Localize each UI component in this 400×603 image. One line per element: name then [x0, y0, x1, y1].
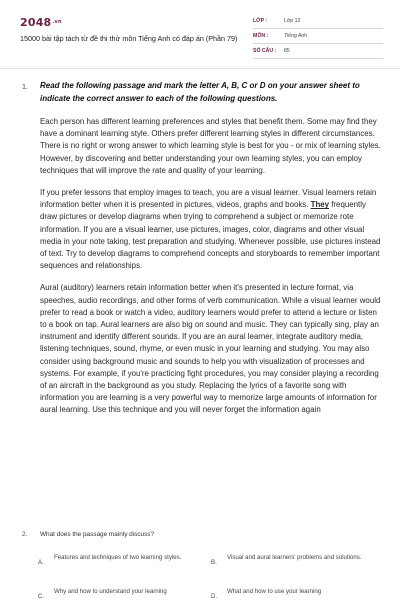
- answer-option-d[interactable]: [211, 587, 383, 600]
- question-number: 2.: [22, 531, 28, 538]
- page-header: [0, 0, 400, 62]
- meta-value: Tiếng Anh: [284, 33, 308, 39]
- answer-option-c[interactable]: [38, 587, 208, 600]
- meta-value: Lớp 12: [284, 18, 301, 24]
- passage-paragraph: Aural (auditory) learners retain information better when it's presented in lecture format, via speeches, audio recordings, and other forms of verb communication. While a visual learner would prefer to read a book or watch a video, auditory learners would prefer to attend a lecture or listen to a book on tap. Aural learners are also big on sound and music. They can typically sing, play an instrument and identify different sounds. If you are an aural learner, integrate auditory media, listening techniques, sound, rhyme, or even music in your learning and studying. You may also consider using background music and sounds to help you with visualization of processes and systems. For example, if you're practicing fight procedures, you may consider playing a recording of an aircraft in the background as you study. Replacing the lyrics of a favorite song with information you are learning is a very powerful way to memorize large amounts of information for aural learning. Use this technique and you will never forget the information again: [40, 283, 381, 415]
- logo-suffix: .vn: [52, 19, 62, 25]
- reading-passage: [40, 116, 383, 427]
- underlined-word: They: [310, 200, 330, 210]
- option-text: Why and how to understand your learning: [54, 588, 167, 595]
- meta-key: LỚP :: [253, 18, 268, 24]
- option-letter: C.: [38, 593, 45, 600]
- header-divider: [0, 68, 400, 69]
- question-instruction: Read the following passage and mark the letter A, B, C or D on your answer sheet to indicate the correct answer to each of the following questions.: [40, 81, 360, 103]
- passage-text: frequently draw pictures or develop diagrams when trying to comprehend a subject or memorize rote information. If you are a visual learner, use pictures, images, color, diagrams and other visual media in your note taking, test preparation and studying. Whenever possible, use pictures instead of text. Try to develop diagrams to comprehend concepts and storyboards to remember important sequences and relationships.: [40, 200, 381, 271]
- passage-paragraph: [40, 187, 383, 272]
- document-meta: [253, 14, 383, 59]
- option-letter: B.: [211, 559, 217, 566]
- answer-option-b[interactable]: [211, 553, 383, 577]
- meta-key: MÔN :: [253, 33, 269, 39]
- meta-row-subject: [253, 29, 383, 44]
- document-title: 15000 bài tập tách từ đề thi thử môn Tiếng Anh có đáp án (Phần 79): [20, 34, 238, 43]
- meta-key: SỐ CÂU :: [253, 48, 277, 54]
- meta-row-count: [253, 44, 383, 59]
- option-text: Features and techniques of two learning styles.: [54, 554, 182, 561]
- passage-text: If you prefer lessons that employ images to teach, you are a visual learner. Visual learners retain information better when it is presented in pictures, videos, graphs and books.: [40, 188, 377, 210]
- passage-paragraph: Each person has different learning preferences and styles that benefit them. Some may find they have a dominant learning style. Others prefer different learning styles in different circumstances. There is no right or wrong answer to which learning style is best for you - or mix of learning styles. However, by discovering and better understanding your own learning styles, you can employ techniques that will improve the rate and quality of your learning.: [40, 117, 381, 175]
- logo-text: 2048: [20, 16, 52, 29]
- option-text: Visual and aural learners' problems and solutions.: [227, 554, 362, 561]
- option-text: What and how to use your learning: [227, 588, 322, 595]
- option-letter: A.: [38, 559, 44, 566]
- option-letter: D.: [211, 593, 218, 600]
- site-logo[interactable]: [20, 16, 62, 29]
- meta-value: 85: [284, 48, 290, 54]
- question-text: What does the passage mainly discuss?: [40, 531, 155, 538]
- question-number: 1.: [22, 82, 28, 91]
- meta-row-class: [253, 14, 383, 29]
- answer-option-a[interactable]: [38, 553, 208, 577]
